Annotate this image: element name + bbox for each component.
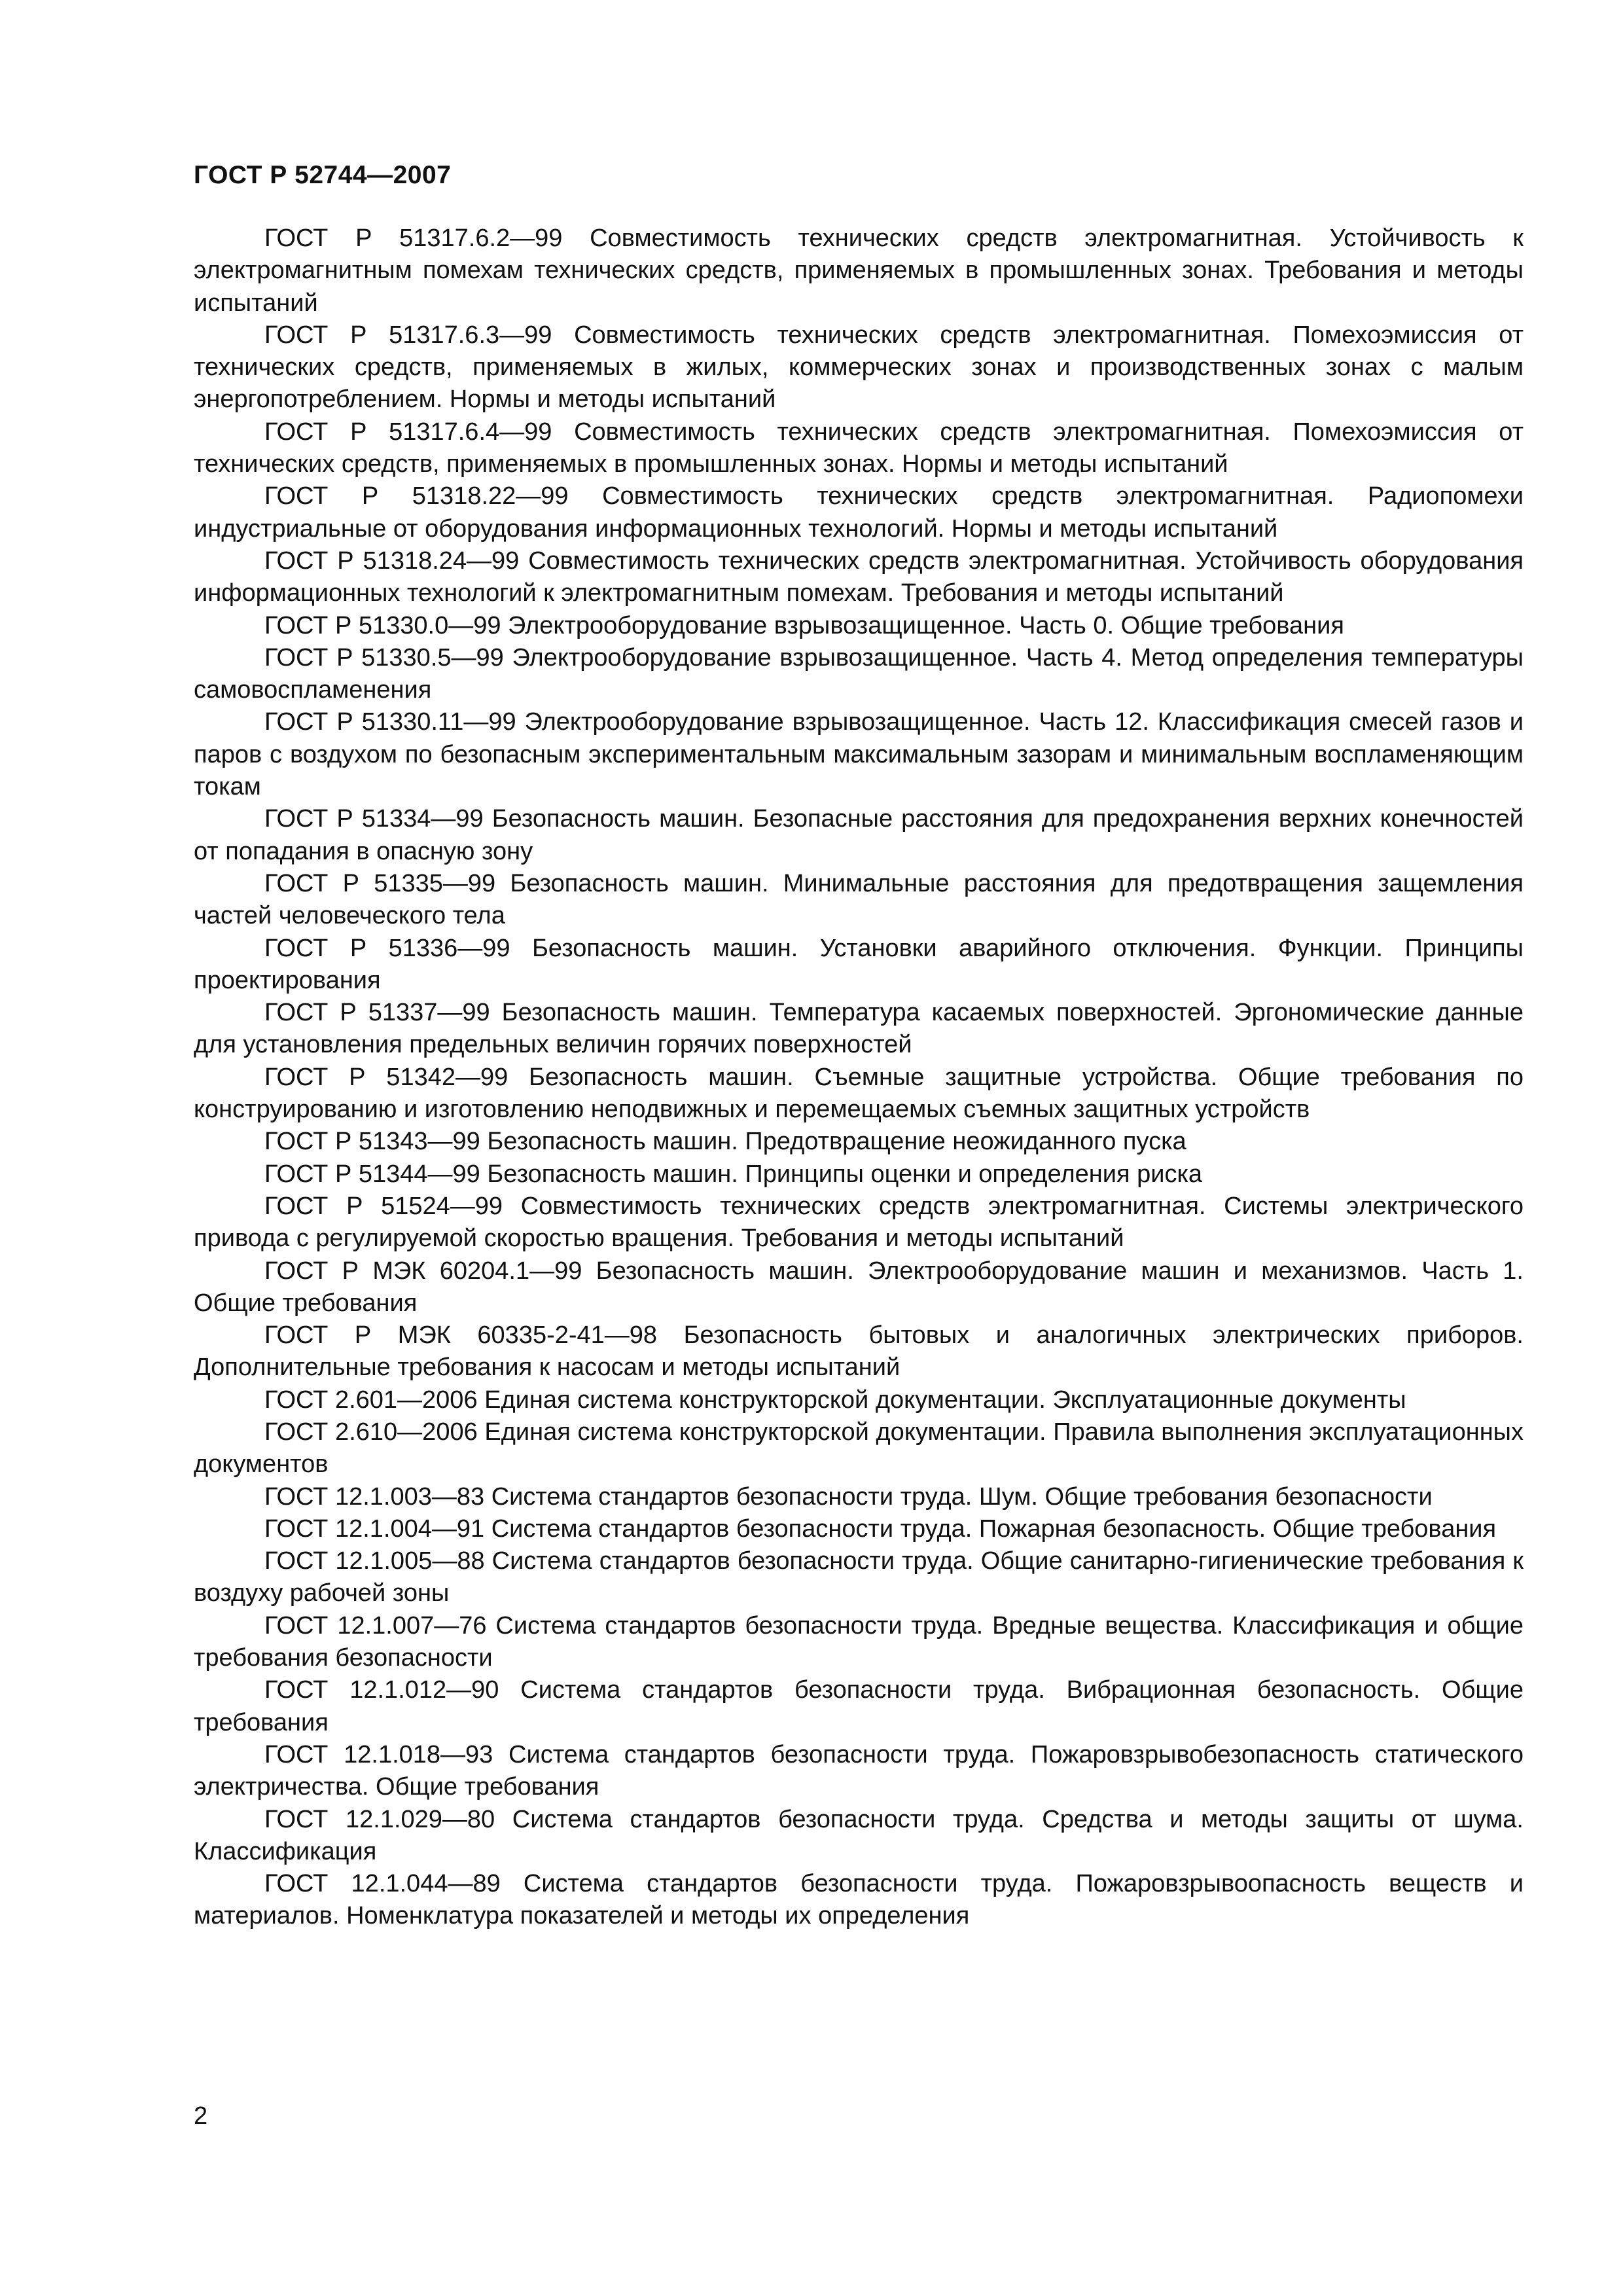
reference-item: ГОСТ Р 51342—99 Безопасность машин. Съемные защитные устройства. Общие требования по конструированию и изготовлению неподвижных и перемещаемых съемных защитных устройств xyxy=(194,1063,1524,1124)
reference-item: ГОСТ 12.1.004—91 Система стандартов безопасности труда. Пожарная безопасность. Общие требования xyxy=(264,1515,1497,1543)
reference-item: ГОСТ Р 51317.6.2—99 Совместимость технических средств электромагнитная. Устойчивость к электромагнитным помехам технических средств, применяемых в промышленных зонах. Требования и методы испытаний xyxy=(194,224,1524,317)
reference-item: ГОСТ Р 51330.5—99 Электрооборудование взрывозащищенное. Часть 4. Метод определения температуры самовоспламенения xyxy=(194,643,1524,704)
reference-item: ГОСТ Р 51335—99 Безопасность машин. Минимальные расстояния для предотвращения защемления частей человеческого тела xyxy=(194,869,1524,930)
reference-item: ГОСТ Р 51318.24—99 Совместимость технических средств электромагнитная. Устойчивость оборудования информационных технологий к электромагнитным помехам. Требования и методы испытаний xyxy=(194,547,1524,607)
normative-references-list xyxy=(194,223,1524,1933)
reference-item: ГОСТ 2.601—2006 Единая система конструкторской документации. Эксплуатационные документы xyxy=(264,1386,1406,1414)
reference-item: ГОСТ 12.1.007—76 Система стандартов безопасности труда. Вредные вещества. Классификация и общие требования безопасности xyxy=(194,1611,1524,1672)
reference-item: ГОСТ 2.610—2006 Единая система конструкторской документации. Правила выполнения эксплуатационных документов xyxy=(194,1418,1524,1479)
reference-item: ГОСТ Р 51317.6.4—99 Совместимость технических средств электромагнитная. Помехоэмиссия от технических средств, применяемых в промышленных зонах. Нормы и методы испытаний xyxy=(194,418,1524,478)
reference-item: ГОСТ Р 51334—99 Безопасность машин. Безопасные расстояния для предохранения верхних конечностей от попадания в опасную зону xyxy=(194,805,1524,865)
reference-item: ГОСТ Р 51337—99 Безопасность машин. Температура касаемых поверхностей. Эргономические данные для установления предельных величин горячих поверхностей xyxy=(194,999,1524,1059)
reference-item: ГОСТ Р 51344—99 Безопасность машин. Принципы оценки и определения риска xyxy=(264,1160,1203,1188)
reference-item: ГОСТ Р 51318.22—99 Совместимость технических средств электромагнитная. Радиопомехи индустриальные от оборудования информационных технологий. Нормы и методы испытаний xyxy=(194,482,1524,543)
document-header: ГОСТ Р 52744—2007 xyxy=(194,161,452,189)
page-number: 2 xyxy=(194,2102,208,2130)
reference-item: ГОСТ 12.1.029—80 Система стандартов безопасности труда. Средства и методы защиты от шума. Классификация xyxy=(194,1805,1524,1865)
reference-item: ГОСТ Р 51343—99 Безопасность машин. Предотвращение неожиданного пуска xyxy=(264,1128,1186,1156)
reference-item: ГОСТ 12.1.012—90 Система стандартов безопасности труда. Вибрационная безопасность. Общие требования xyxy=(194,1676,1524,1736)
reference-item: ГОСТ Р 51336—99 Безопасность машин. Установки аварийного отключения. Функции. Принципы проектирования xyxy=(194,934,1524,994)
reference-item: ГОСТ Р МЭК 60204.1—99 Безопасность машин. Электрооборудование машин и механизмов. Часть 1. Общие требования xyxy=(194,1257,1524,1317)
reference-item: ГОСТ 12.1.003—83 Система стандартов безопасности труда. Шум. Общие требования безопасности xyxy=(264,1482,1433,1511)
reference-item: ГОСТ Р МЭК 60335-2-41—98 Безопасность бытовых и аналогичных электрических приборов. Дополнительные требования к насосам и методы испытаний xyxy=(194,1321,1524,1382)
reference-item: ГОСТ Р 51524—99 Совместимость технических средств электромагнитная. Системы электрического привода с регулируемой скоростью вращения. Требования и методы испытаний xyxy=(194,1192,1524,1253)
reference-item: ГОСТ 12.1.044—89 Система стандартов безопасности труда. Пожаровзрывоопасность веществ и материалов. Номенклатура показателей и методы их определения xyxy=(194,1870,1524,1930)
reference-item: ГОСТ Р 51317.6.3—99 Совместимость технических средств электромагнитная. Помехоэмиссия от технических средств, применяемых в жилых, коммерческих зонах и производственных зонах с малым энергопотреблением. Нормы и методы испытаний xyxy=(194,321,1524,414)
reference-item: ГОСТ 12.1.005—88 Система стандартов безопасности труда. Общие санитарно-гигиенические требования к воздуху рабочей зоны xyxy=(194,1547,1524,1607)
reference-item: ГОСТ Р 51330.0—99 Электрооборудование взрывозащищенное. Часть 0. Общие требования xyxy=(264,611,1344,639)
reference-item: ГОСТ 12.1.018—93 Система стандартов безопасности труда. Пожаровзрывобезопасность статического электричества. Общие требования xyxy=(194,1740,1524,1801)
reference-item: ГОСТ Р 51330.11—99 Электрооборудование взрывозащищенное. Часть 12. Классификация смесей газов и паров с воздухом по безопасным экспериментальным максимальным зазорам и минимальным воспламеняющим токам xyxy=(194,708,1524,801)
